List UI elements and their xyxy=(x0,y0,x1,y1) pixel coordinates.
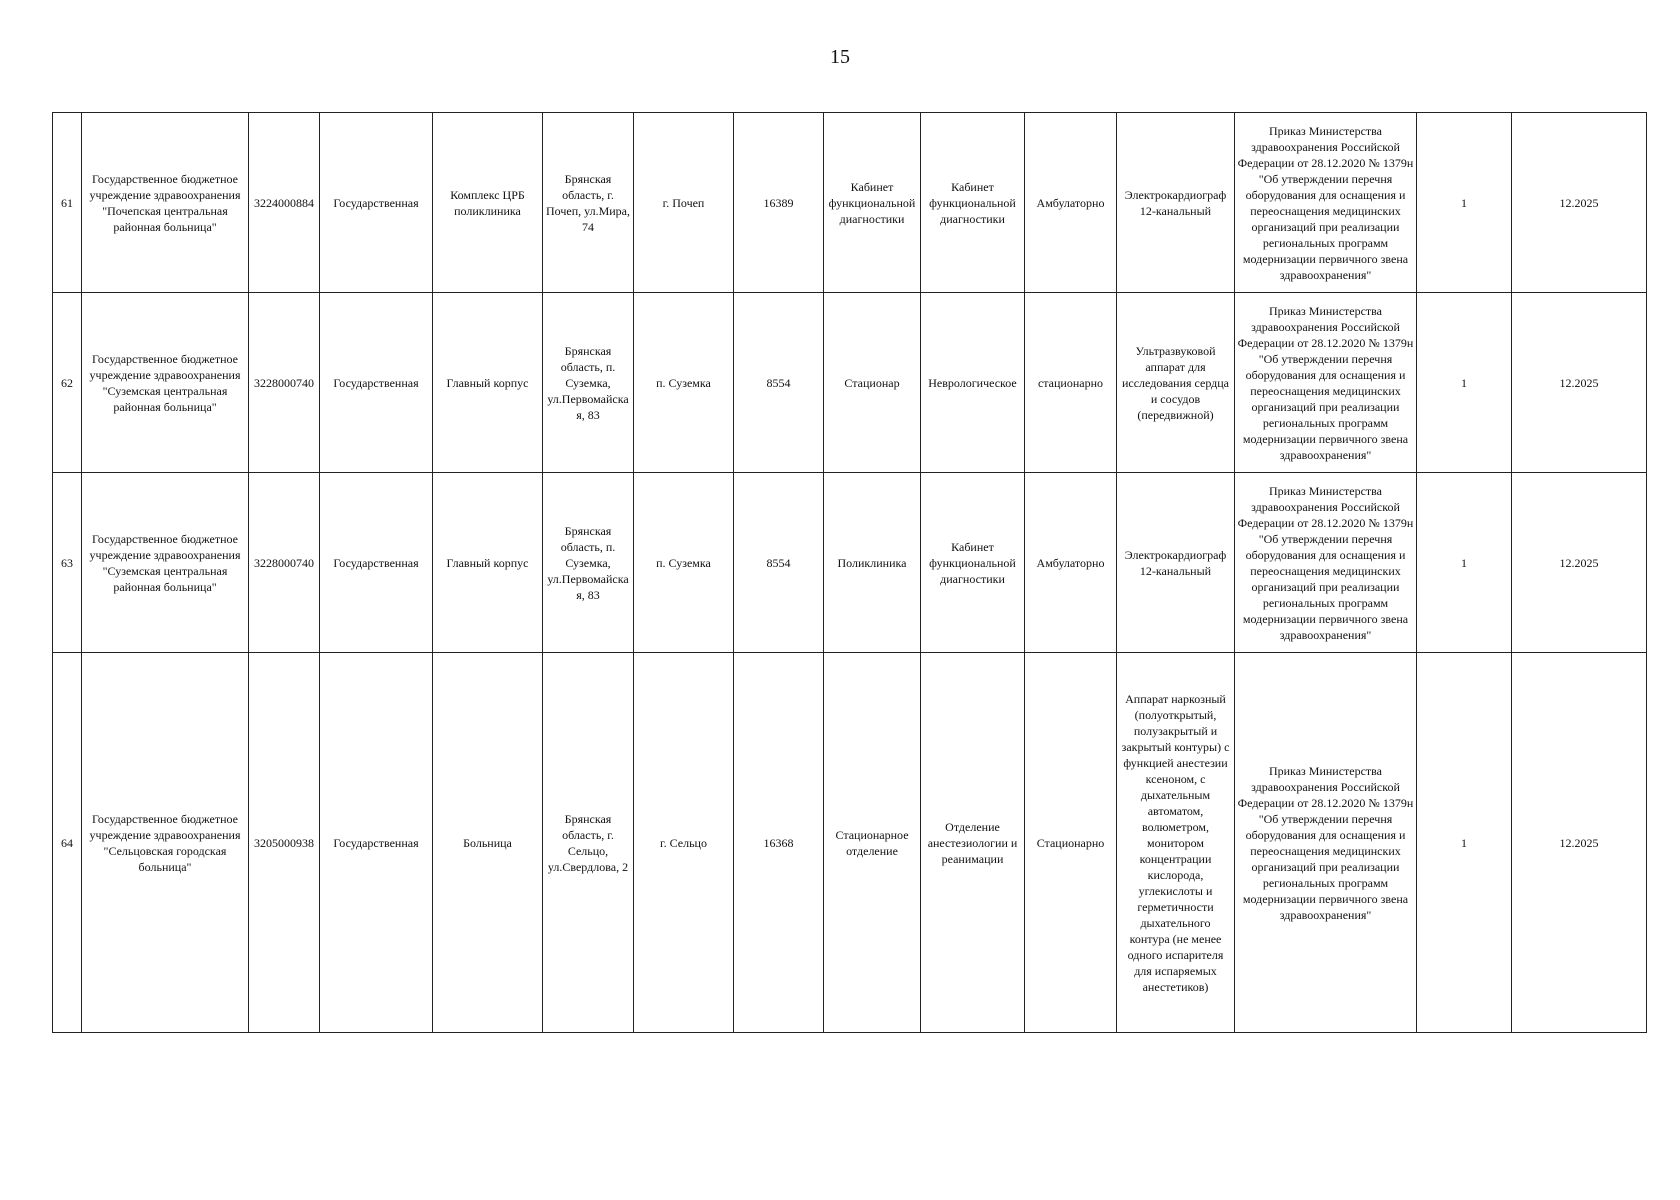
settlement: г. Почеп xyxy=(634,113,734,293)
quantity: 1 xyxy=(1417,473,1512,653)
settlement: п. Суземка xyxy=(634,473,734,653)
table-row xyxy=(53,473,1647,653)
page-number: 15 xyxy=(830,46,850,68)
department: Стационар xyxy=(824,293,921,473)
inn: 3228000740 xyxy=(249,293,320,473)
equipment: Аппарат наркозный (полуоткрытый, полузакрытый и закрытый контуры) с функцией анестезии ксеноном, с дыхательным автоматом, волюметром, монитором концентрации кислорода, углекислоты и герметичности дыхательного контура (не менее одного испарителя для испаряемых анестетиков) xyxy=(1117,653,1235,1033)
organization-name: Государственное бюджетное учреждение здравоохранения "Суземская центральная районная больница" xyxy=(82,473,249,653)
address: Брянская область, г. Сельцо, ул.Свердлова, 2 xyxy=(543,653,634,1033)
unit: Отделение анестезиологии и реанимации xyxy=(921,653,1025,1033)
equipment: Электрокардиограф 12-канальный xyxy=(1117,113,1235,293)
delivery-date: 12.2025 xyxy=(1512,113,1647,293)
population: 16389 xyxy=(734,113,824,293)
regulatory-order: Приказ Министерства здравоохранения Российской Федерации от 28.12.2020 № 1379н "Об утверждении перечня оборудования для оснащения и переоснащения медицинских организаций при реализации региональных программ модернизации первичного звена здравоохранения" xyxy=(1235,113,1417,293)
building: Больница xyxy=(433,653,543,1033)
building: Главный корпус xyxy=(433,293,543,473)
delivery-date: 12.2025 xyxy=(1512,473,1647,653)
department: Поликлиника xyxy=(824,473,921,653)
department: Кабинет функциональной диагностики xyxy=(824,113,921,293)
department: Стационарное отделение xyxy=(824,653,921,1033)
population: 16368 xyxy=(734,653,824,1033)
ownership-form: Государственная xyxy=(320,653,433,1033)
row-number: 64 xyxy=(53,653,82,1033)
care-type: стационарно xyxy=(1025,293,1117,473)
inn: 3228000740 xyxy=(249,473,320,653)
ownership-form: Государственная xyxy=(320,113,433,293)
address: Брянская область, п. Суземка, ул.Первомайская, 83 xyxy=(543,293,634,473)
regulatory-order: Приказ Министерства здравоохранения Российской Федерации от 28.12.2020 № 1379н "Об утверждении перечня оборудования для оснащения и переоснащения медицинских организаций при реализации региональных программ модернизации первичного звена здравоохранения" xyxy=(1235,293,1417,473)
care-type: Стационарно xyxy=(1025,653,1117,1033)
quantity: 1 xyxy=(1417,113,1512,293)
table-row xyxy=(53,113,1647,293)
delivery-date: 12.2025 xyxy=(1512,653,1647,1033)
organization-name: Государственное бюджетное учреждение здравоохранения "Почепская центральная районная больница" xyxy=(82,113,249,293)
care-type: Амбулаторно xyxy=(1025,473,1117,653)
address: Брянская область, п. Суземка, ул.Первомайская, 83 xyxy=(543,473,634,653)
care-type: Амбулаторно xyxy=(1025,113,1117,293)
quantity: 1 xyxy=(1417,653,1512,1033)
row-number: 61 xyxy=(53,113,82,293)
unit: Неврологическое xyxy=(921,293,1025,473)
unit: Кабинет функциональной диагностики xyxy=(921,473,1025,653)
quantity: 1 xyxy=(1417,293,1512,473)
equipment: Электрокардиограф 12-канальный xyxy=(1117,473,1235,653)
organization-name: Государственное бюджетное учреждение здравоохранения "Суземская центральная районная больница" xyxy=(82,293,249,473)
equipment-table xyxy=(52,112,1647,1033)
regulatory-order: Приказ Министерства здравоохранения Российской Федерации от 28.12.2020 № 1379н "Об утверждении перечня оборудования для оснащения и переоснащения медицинских организаций при реализации региональных программ модернизации первичного звена здравоохранения" xyxy=(1235,653,1417,1033)
table-row xyxy=(53,293,1647,473)
population: 8554 xyxy=(734,293,824,473)
regulatory-order: Приказ Министерства здравоохранения Российской Федерации от 28.12.2020 № 1379н "Об утверждении перечня оборудования для оснащения и переоснащения медицинских организаций при реализации региональных программ модернизации первичного звена здравоохранения" xyxy=(1235,473,1417,653)
equipment: Ультразвуковой аппарат для исследования сердца и сосудов (передвижной) xyxy=(1117,293,1235,473)
address: Брянская область, г. Почеп, ул.Мира, 74 xyxy=(543,113,634,293)
building: Комплекс ЦРБ поликлиника xyxy=(433,113,543,293)
organization-name: Государственное бюджетное учреждение здравоохранения "Сельцовская городская больница" xyxy=(82,653,249,1033)
settlement: п. Суземка xyxy=(634,293,734,473)
population: 8554 xyxy=(734,473,824,653)
building: Главный корпус xyxy=(433,473,543,653)
ownership-form: Государственная xyxy=(320,293,433,473)
table-row xyxy=(53,653,1647,1033)
settlement: г. Сельцо xyxy=(634,653,734,1033)
row-number: 62 xyxy=(53,293,82,473)
delivery-date: 12.2025 xyxy=(1512,293,1647,473)
ownership-form: Государственная xyxy=(320,473,433,653)
inn: 3224000884 xyxy=(249,113,320,293)
row-number: 63 xyxy=(53,473,82,653)
unit: Кабинет функциональной диагностики xyxy=(921,113,1025,293)
inn: 3205000938 xyxy=(249,653,320,1033)
